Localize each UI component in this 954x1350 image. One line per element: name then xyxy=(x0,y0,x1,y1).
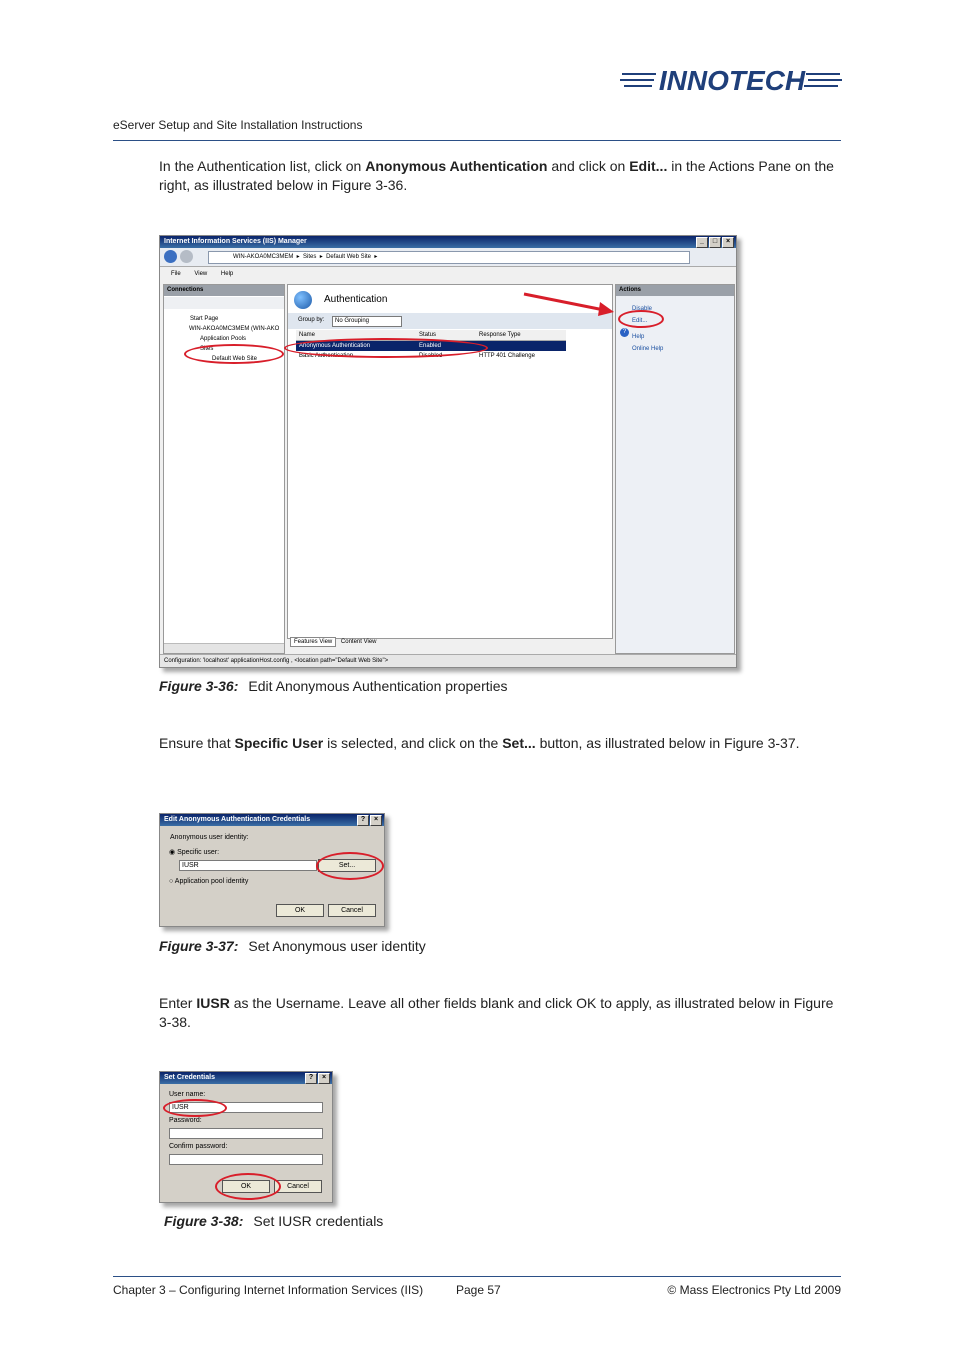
username-label: User name: xyxy=(169,1091,206,1098)
dialog-titlebar: Set Credentials ? × xyxy=(160,1072,332,1084)
connections-scrollbar[interactable] xyxy=(164,643,284,653)
action-disable[interactable]: Disable xyxy=(632,306,653,312)
address-bar[interactable]: WIN-AKOA0MC3MEM ▸ Sites ▸ Default Web Site ▸ xyxy=(208,251,690,264)
menu-file[interactable]: File xyxy=(171,271,181,277)
tab-content-view[interactable]: Content View xyxy=(340,639,377,645)
col-status[interactable]: Status xyxy=(419,332,437,338)
actions-header: Actions xyxy=(616,285,734,296)
figure-37-caption: Figure 3-37: Set Anonymous user identity xyxy=(159,938,426,954)
step-2-paragraph: Ensure that Specific User is selected, and click on the Set... button, as illustrated below in Figure 3-37. xyxy=(159,735,800,751)
highlight-anonymous-auth xyxy=(284,338,488,358)
highlight-default-web-site xyxy=(184,344,284,364)
dialog-titlebar: Edit Anonymous Authentication Credentials ? × xyxy=(160,814,384,826)
help-icon: ? xyxy=(620,328,629,337)
menu-help[interactable]: Help xyxy=(220,271,234,277)
menu-view[interactable]: View xyxy=(194,271,208,277)
actions-pane xyxy=(615,284,735,654)
highlight-edit-action xyxy=(618,310,664,328)
iis-manager-window xyxy=(159,235,737,668)
radio-app-pool[interactable]: ○ Application pool identity xyxy=(169,878,249,885)
set-button[interactable]: Set... xyxy=(318,859,376,872)
features-pane xyxy=(287,284,613,639)
connections-pane xyxy=(163,284,285,654)
highlight-username xyxy=(163,1099,227,1117)
minimize-icon[interactable]: _ xyxy=(696,237,708,248)
table-row[interactable]: Anonymous Authentication Enabled xyxy=(296,341,566,351)
specific-user-field[interactable]: IUSR xyxy=(179,860,317,871)
username-field[interactable]: IUSR xyxy=(169,1102,323,1113)
action-help[interactable]: Help xyxy=(632,334,645,340)
close-icon[interactable]: × xyxy=(722,237,734,248)
col-name[interactable]: Name xyxy=(299,332,316,338)
footer-copyright: © Mass Electronics Pty Ltd 2009 xyxy=(667,1283,841,1297)
status-bar: Configuration: 'localhost' applicationHost.config , <location path="Default Web Site"> xyxy=(160,654,736,667)
identity-label: Anonymous user identity: xyxy=(170,834,249,841)
help-icon[interactable]: ? xyxy=(305,1073,317,1084)
set-credentials-dialog xyxy=(159,1071,333,1203)
document-title: eServer Setup and Site Installation Instructions xyxy=(113,118,363,132)
close-icon[interactable]: × xyxy=(318,1073,330,1084)
tree-app-pools[interactable]: Application Pools xyxy=(200,336,247,342)
edit-anon-credentials-dialog xyxy=(159,813,385,927)
password-label: Password: xyxy=(169,1117,202,1124)
groupby-select[interactable]: No Grouping xyxy=(332,316,402,327)
password-field[interactable] xyxy=(169,1128,323,1139)
view-tabs xyxy=(290,639,380,645)
menu-bar xyxy=(160,267,736,281)
header-rule xyxy=(113,140,841,141)
step-1-paragraph: In the Authentication list, click on Anonymous Authentication and click on Edit... in the Actions Pane on the right, as illustrated below in Figure 3-36. xyxy=(159,158,834,193)
help-icon[interactable]: ? xyxy=(357,815,369,826)
ok-button[interactable]: OK xyxy=(222,1180,270,1193)
globe-icon xyxy=(294,291,312,309)
figure-36-caption: Figure 3-36: Edit Anonymous Authentication properties xyxy=(159,678,508,694)
forward-icon[interactable] xyxy=(180,250,193,263)
tree-default-web-site[interactable]: Default Web Site xyxy=(212,356,257,362)
cancel-button[interactable]: Cancel xyxy=(274,1180,322,1193)
tab-features-view[interactable]: Features View xyxy=(290,637,336,647)
footer-chapter: Chapter 3 – Configuring Internet Information Services (IIS) xyxy=(113,1283,424,1297)
logo-text: INNOTECH xyxy=(658,65,806,96)
ok-button[interactable]: OK xyxy=(276,904,324,917)
back-icon[interactable] xyxy=(164,250,177,263)
window-titlebar: Internet Information Services (IIS) Manager _ □ × xyxy=(160,236,736,248)
tree-server[interactable]: WIN-AKOA0MC3MEM (WIN-AKO xyxy=(189,326,280,332)
cancel-button[interactable]: Cancel xyxy=(328,904,376,917)
footer-page-number: Page 57 xyxy=(456,1283,501,1297)
close-icon[interactable]: × xyxy=(370,815,382,826)
groupby-label: Group by: xyxy=(298,317,325,323)
highlight-set-button xyxy=(316,852,384,880)
tree-sites[interactable]: Sites xyxy=(200,346,214,352)
table-row[interactable]: Basic Authentication Disabled HTTP 401 Challenge xyxy=(299,353,535,359)
maximize-icon[interactable]: □ xyxy=(709,237,721,248)
confirm-password-field[interactable] xyxy=(169,1154,323,1165)
footer-rule xyxy=(113,1276,841,1277)
figure-38-caption: Figure 3-38: Set IUSR credentials xyxy=(164,1213,384,1229)
action-edit[interactable]: Edit... xyxy=(632,318,648,324)
confirm-password-label: Confirm password: xyxy=(169,1143,228,1150)
connections-toolbar xyxy=(164,297,284,309)
connections-header: Connections xyxy=(164,285,284,296)
feature-title: Authentication xyxy=(324,294,388,305)
status-column-shade xyxy=(415,341,481,631)
col-response[interactable]: Response Type xyxy=(479,332,521,338)
address-toolbar xyxy=(160,248,736,267)
innotech-logo xyxy=(620,60,842,100)
radio-specific-user[interactable]: ◉ Specific user: xyxy=(169,849,220,856)
step-3-paragraph: Enter IUSR as the Username. Leave all other fields blank and click OK to apply, as illustrated below in Figure 3-38. xyxy=(159,995,834,1030)
action-online-help[interactable]: Online Help xyxy=(632,346,664,352)
red-arrow-icon xyxy=(520,288,620,318)
highlight-ok-button xyxy=(215,1173,281,1200)
tree-start-page[interactable]: Start Page xyxy=(190,316,219,322)
